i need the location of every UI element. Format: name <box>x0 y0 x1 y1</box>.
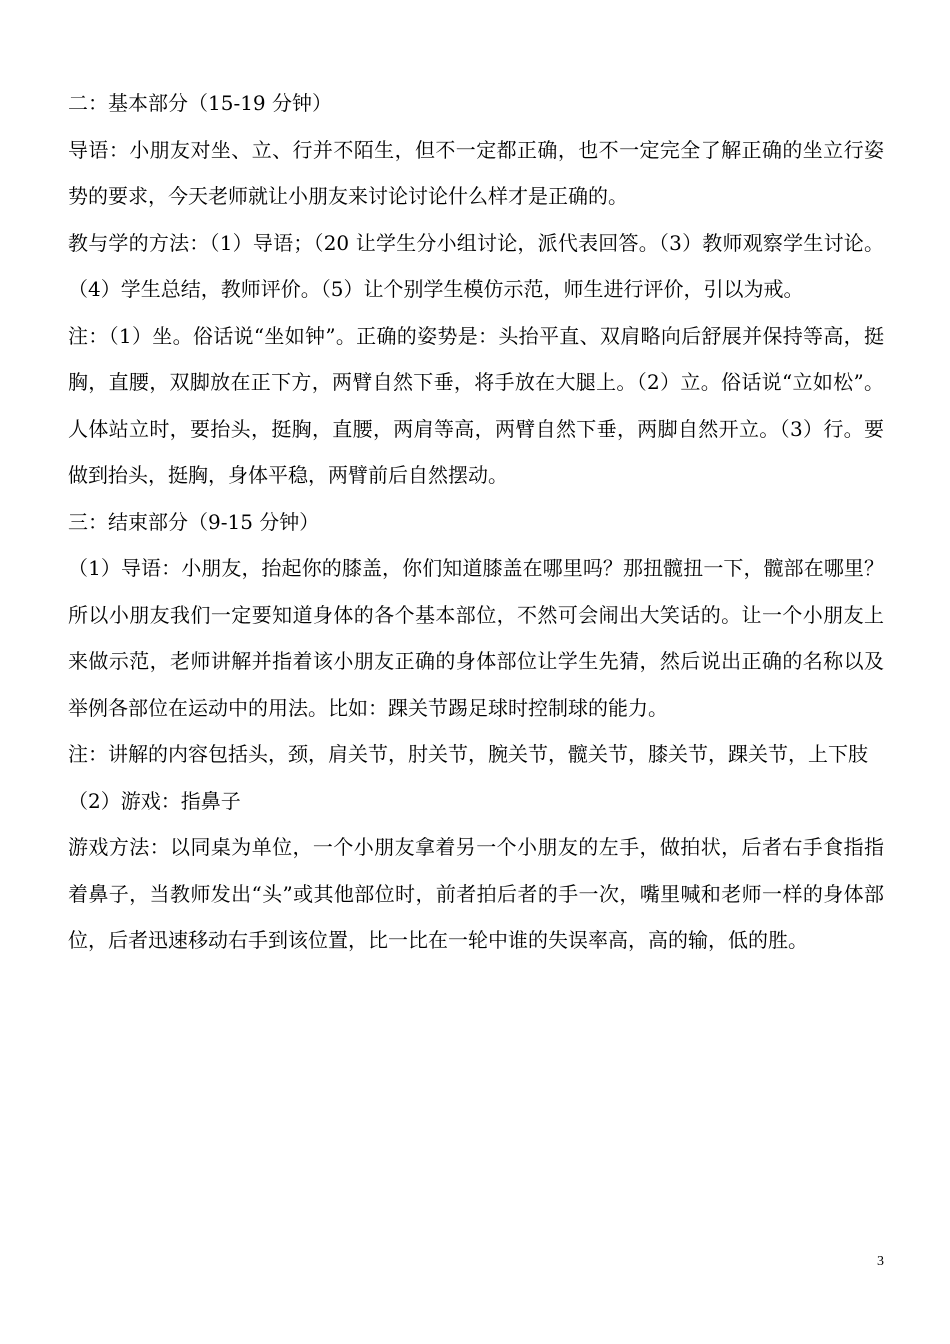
joints-note-paragraph: 注：讲解的内容包括头，颈，肩关节，肘关节，腕关节，髋关节，膝关节，踝关节，上下肢 <box>68 742 868 766</box>
teaching-method-paragraph: 教与学的方法：（1）导语；（20 让学生分小组讨论，派代表回答。（3）教师观察学生讨论。（4）学生总结，教师评价。（5）让个别学生模仿示范，师生进行评价，引以为戒。 <box>68 230 884 301</box>
page-body <box>68 80 884 964</box>
posture-note-paragraph: 注：（1）坐。俗话说“坐如钟”。正确的姿势是：头抬平直、双肩略向后舒展并保持等高，挺胸，直腰，双脚放在正下方，两臂自然下垂，将手放在大腿上。（2）立。俗话说“立如松”。人体站立时，要抬头，挺胸，直腰，两肩等高，两臂自然下垂，两脚自然开立。（3）行。要做到抬头，挺胸，身体平稳，两臂前后自然摆动。 <box>68 323 884 487</box>
game-method-paragraph: 游戏方法：以同桌为单位，一个小朋友拿着另一个小朋友的左手，做拍状，后者右手食指指着鼻子，当教师发出“头”或其他部位时，前者拍后者的手一次，嘴里喊和老师一样的身体部位，后者迅速移动右手到该位置，比一比在一轮中谁的失误率高，高的输，低的胜。 <box>68 835 884 952</box>
section-heading-closing-part: 三：结束部分（9-15 分钟） <box>68 509 320 534</box>
intro-paragraph: 导语：小朋友对坐、立、行并不陌生，但不一定都正确，也不一定完全了解正确的坐立行姿势的要求，今天老师就让小朋友来讨论讨论什么样才是正确的。 <box>68 137 884 208</box>
closing-intro-paragraph: （1）导语：小朋友，抬起你的膝盖，你们知道膝盖在哪里吗？那扭髋扭一下，髋部在哪里？所以小朋友我们一定要知道身体的各个基本部位，不然可会闹出大笑话的。让一个小朋友上来做示范，老师讲解并指着该小朋友正确的身体部位让学生先猜，然后说出正确的名称以及举例各部位在运动中的用法。比如：踝关节踢足球时控制球的能力。 <box>68 556 884 720</box>
page-number: 3 <box>877 1254 884 1269</box>
section-heading-basic-part: 二：基本部分（15-19 分钟） <box>68 91 333 115</box>
game-title: （2）游戏：指鼻子 <box>68 788 241 813</box>
